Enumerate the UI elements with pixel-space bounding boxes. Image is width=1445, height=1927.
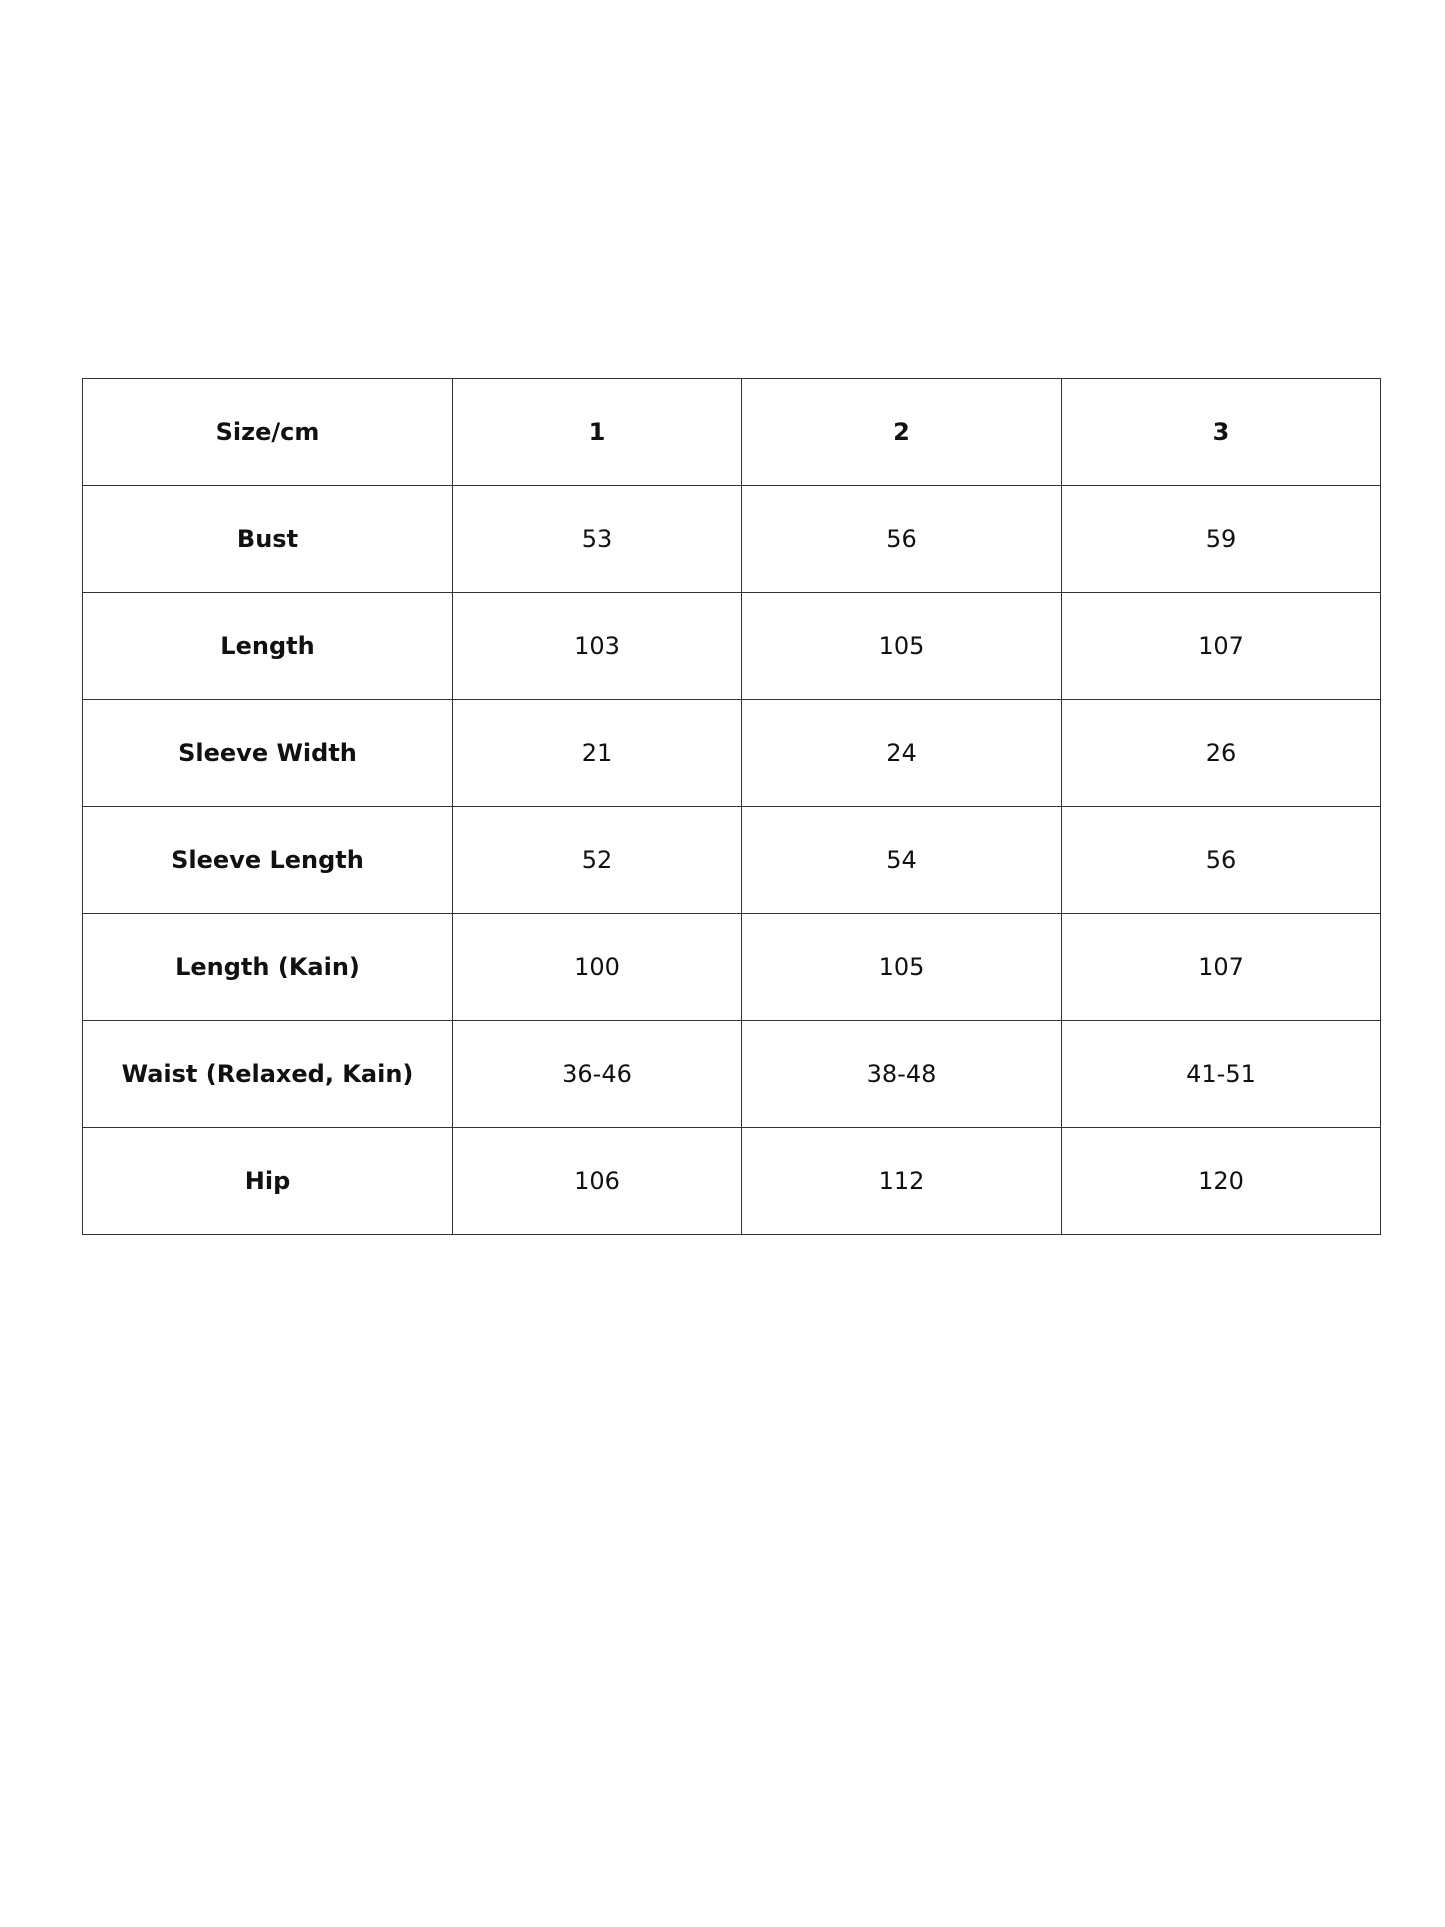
table-cell: 107	[1062, 593, 1381, 700]
header-size-2: 2	[742, 379, 1062, 486]
table-row	[83, 1128, 1381, 1235]
table-cell: 36-46	[453, 1021, 742, 1128]
table-cell: 26	[1062, 700, 1381, 807]
table-cell: 52	[453, 807, 742, 914]
table-row	[83, 807, 1381, 914]
table-cell: 56	[742, 486, 1062, 593]
table-cell: 112	[742, 1128, 1062, 1235]
header-size-1: 1	[453, 379, 742, 486]
table-row	[83, 914, 1381, 1021]
table-row	[83, 486, 1381, 593]
row-label: Bust	[83, 486, 453, 593]
header-size-3: 3	[1062, 379, 1381, 486]
table-cell: 105	[742, 593, 1062, 700]
row-label: Length	[83, 593, 453, 700]
table-cell: 38-48	[742, 1021, 1062, 1128]
row-label: Sleeve Length	[83, 807, 453, 914]
row-label: Waist (Relaxed, Kain)	[83, 1021, 453, 1128]
table-header-row	[83, 379, 1381, 486]
table-cell: 103	[453, 593, 742, 700]
table-cell: 54	[742, 807, 1062, 914]
table-cell: 106	[453, 1128, 742, 1235]
table-cell: 53	[453, 486, 742, 593]
table-cell: 100	[453, 914, 742, 1021]
row-label: Hip	[83, 1128, 453, 1235]
table-row	[83, 700, 1381, 807]
row-label: Length (Kain)	[83, 914, 453, 1021]
table-cell: 21	[453, 700, 742, 807]
table-cell: 41-51	[1062, 1021, 1381, 1128]
table-cell: 107	[1062, 914, 1381, 1021]
table-cell: 24	[742, 700, 1062, 807]
row-label: Sleeve Width	[83, 700, 453, 807]
table-cell: 120	[1062, 1128, 1381, 1235]
table-cell: 56	[1062, 807, 1381, 914]
size-chart-table	[82, 378, 1381, 1235]
table-row	[83, 593, 1381, 700]
table-row	[83, 1021, 1381, 1128]
table-cell: 59	[1062, 486, 1381, 593]
header-size-unit: Size/cm	[83, 379, 453, 486]
table-cell: 105	[742, 914, 1062, 1021]
